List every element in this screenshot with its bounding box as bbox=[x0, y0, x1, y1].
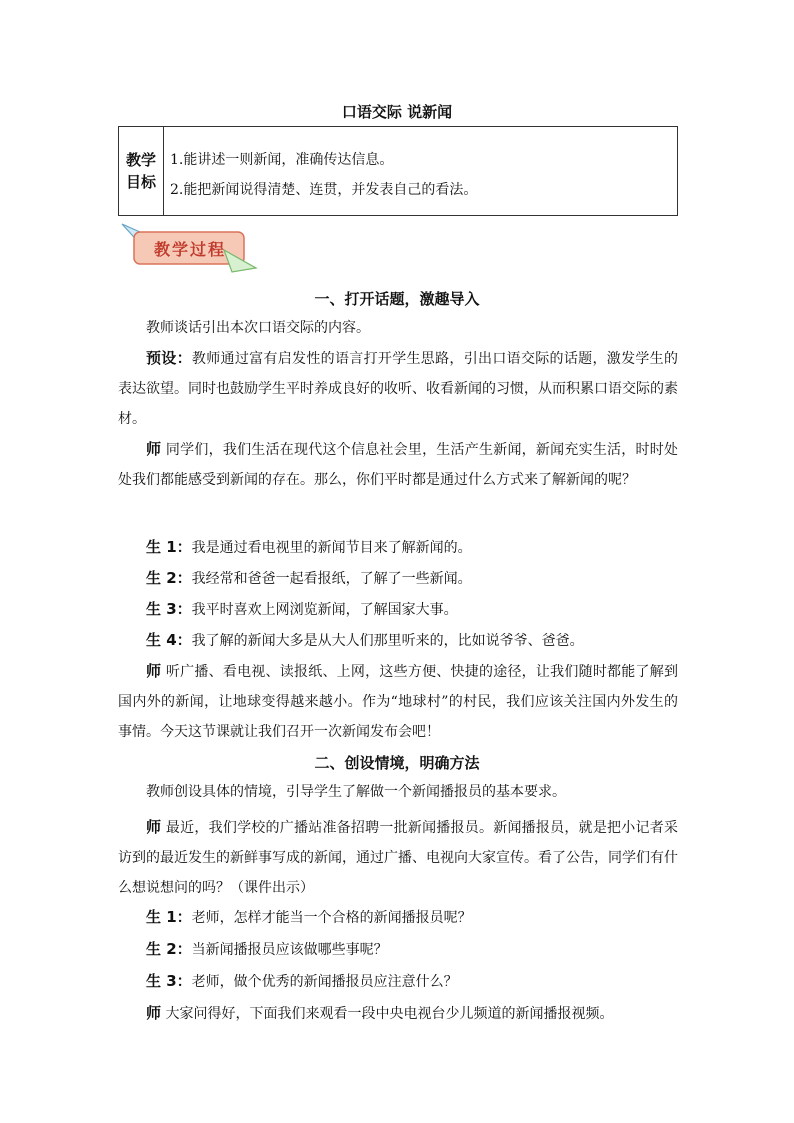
paragraph-text: 我是通过看电视里的新闻节目来了解新闻的。 bbox=[191, 540, 472, 556]
goals-label bbox=[119, 127, 164, 216]
paragraph bbox=[118, 812, 678, 903]
paragraph-text: 老师，做个优秀的新闻播报员应注意什么？ bbox=[191, 974, 458, 990]
section-heading: 一、打开话题，激趣导入 bbox=[314, 290, 480, 308]
paragraph-text: 教师谈话引出本次口语交际的内容。 bbox=[146, 320, 370, 336]
section-heading: 二、创设情境，明确方法 bbox=[314, 754, 480, 772]
speaker-label: 生 2： bbox=[146, 569, 192, 587]
paragraph bbox=[118, 934, 678, 965]
paragraph-text: 同学们，我们生活在现代这个信息社会里，生活产生新闻，新闻充实生活，时时处处我们都能感受到新闻的存在。那么，你们平时都是通过什么方式来了解新闻的呢？ bbox=[118, 442, 678, 488]
teaching-goals-table bbox=[118, 126, 678, 216]
goal-item: 2.能把新闻说得清楚、连贯，并发表自己的看法。 bbox=[170, 182, 478, 198]
paragraph bbox=[118, 966, 678, 997]
speaker-label: 师 bbox=[146, 1004, 162, 1022]
paragraph-text: 听广播、看电视、读报纸、上网，这些方便、快捷的途径，让我们随时都能了解到国内外的新闻，让地球变得越来越小。作为“地球村”的村民，我们应该关注国内外发生的事情。今天这节课就让我们召开一次新闻发布会吧！ bbox=[118, 664, 678, 740]
paragraph-text: 我平时喜欢上网浏览新闻，了解国家大事。 bbox=[191, 602, 458, 618]
speaker-label: 生 3： bbox=[146, 600, 192, 618]
paragraph-text: 当新闻播报员应该做哪些事呢？ bbox=[191, 942, 388, 958]
paragraph bbox=[118, 625, 678, 656]
paragraph bbox=[118, 594, 678, 625]
speaker-label: 生 2： bbox=[146, 940, 192, 958]
speaker-label: 生 1： bbox=[146, 908, 192, 926]
goals-label-line2: 目标 bbox=[125, 173, 156, 191]
speaker-label: 师 bbox=[146, 662, 162, 680]
paragraph-text: 我了解的新闻大多是从大人们那里听来的，比如说爷爷、爸爸。 bbox=[191, 633, 584, 649]
speaker-label: 师 bbox=[146, 440, 162, 458]
speaker-label: 生 1： bbox=[146, 538, 192, 556]
paragraph bbox=[118, 777, 678, 807]
paragraph-text: 大家问得好，下面我们来观看一段中央电视台少儿频道的新闻播报视频。 bbox=[161, 1006, 614, 1022]
paragraph-text: 教师通过富有启发性的语言打开学生思路，引出口语交际的话题，激发学生的表达欲望。同时也鼓励学生平时养成良好的收听、收看新闻的习惯，从而积累口语交际的素材。 bbox=[118, 351, 678, 427]
speaker-label: 生 4： bbox=[146, 631, 192, 649]
goals-label-line1: 教学 bbox=[125, 151, 156, 169]
paragraph bbox=[118, 313, 678, 343]
paragraph bbox=[118, 563, 678, 594]
speaker-label: 预设： bbox=[146, 349, 192, 367]
page-title: 口语交际 说新闻 bbox=[341, 103, 453, 121]
speaker-label: 生 3： bbox=[146, 972, 192, 990]
teaching-process-badge bbox=[120, 220, 260, 276]
paragraph-text: 最近，我们学校的广播站准备招聘一批新闻播报员。新闻播报员，就是把小记者采访到的最近发生的新鲜事写成的新闻，通过广播、电视向大家宣传。看了公告，同学们有什么想说想问的吗？（课件出示） bbox=[118, 820, 678, 896]
badge-text: 教学过程 bbox=[153, 240, 226, 259]
paragraph bbox=[118, 532, 678, 563]
paragraph-text: 老师，怎样才能当一个合格的新闻播报员呢？ bbox=[191, 910, 472, 926]
speaker-label: 师 bbox=[146, 818, 162, 836]
goals-body bbox=[164, 127, 678, 216]
paragraph bbox=[118, 656, 678, 747]
goal-item: 1.能讲述一则新闻，准确传达信息。 bbox=[170, 152, 394, 168]
paragraph bbox=[118, 902, 678, 933]
paragraph bbox=[118, 434, 678, 495]
paragraph-text: 我经常和爸爸一起看报纸，了解了一些新闻。 bbox=[191, 571, 472, 587]
paragraph bbox=[118, 998, 678, 1029]
paragraph-text: 教师创设具体的情境，引导学生了解做一个新闻播报员的基本要求。 bbox=[146, 784, 566, 800]
paragraph bbox=[118, 343, 678, 434]
